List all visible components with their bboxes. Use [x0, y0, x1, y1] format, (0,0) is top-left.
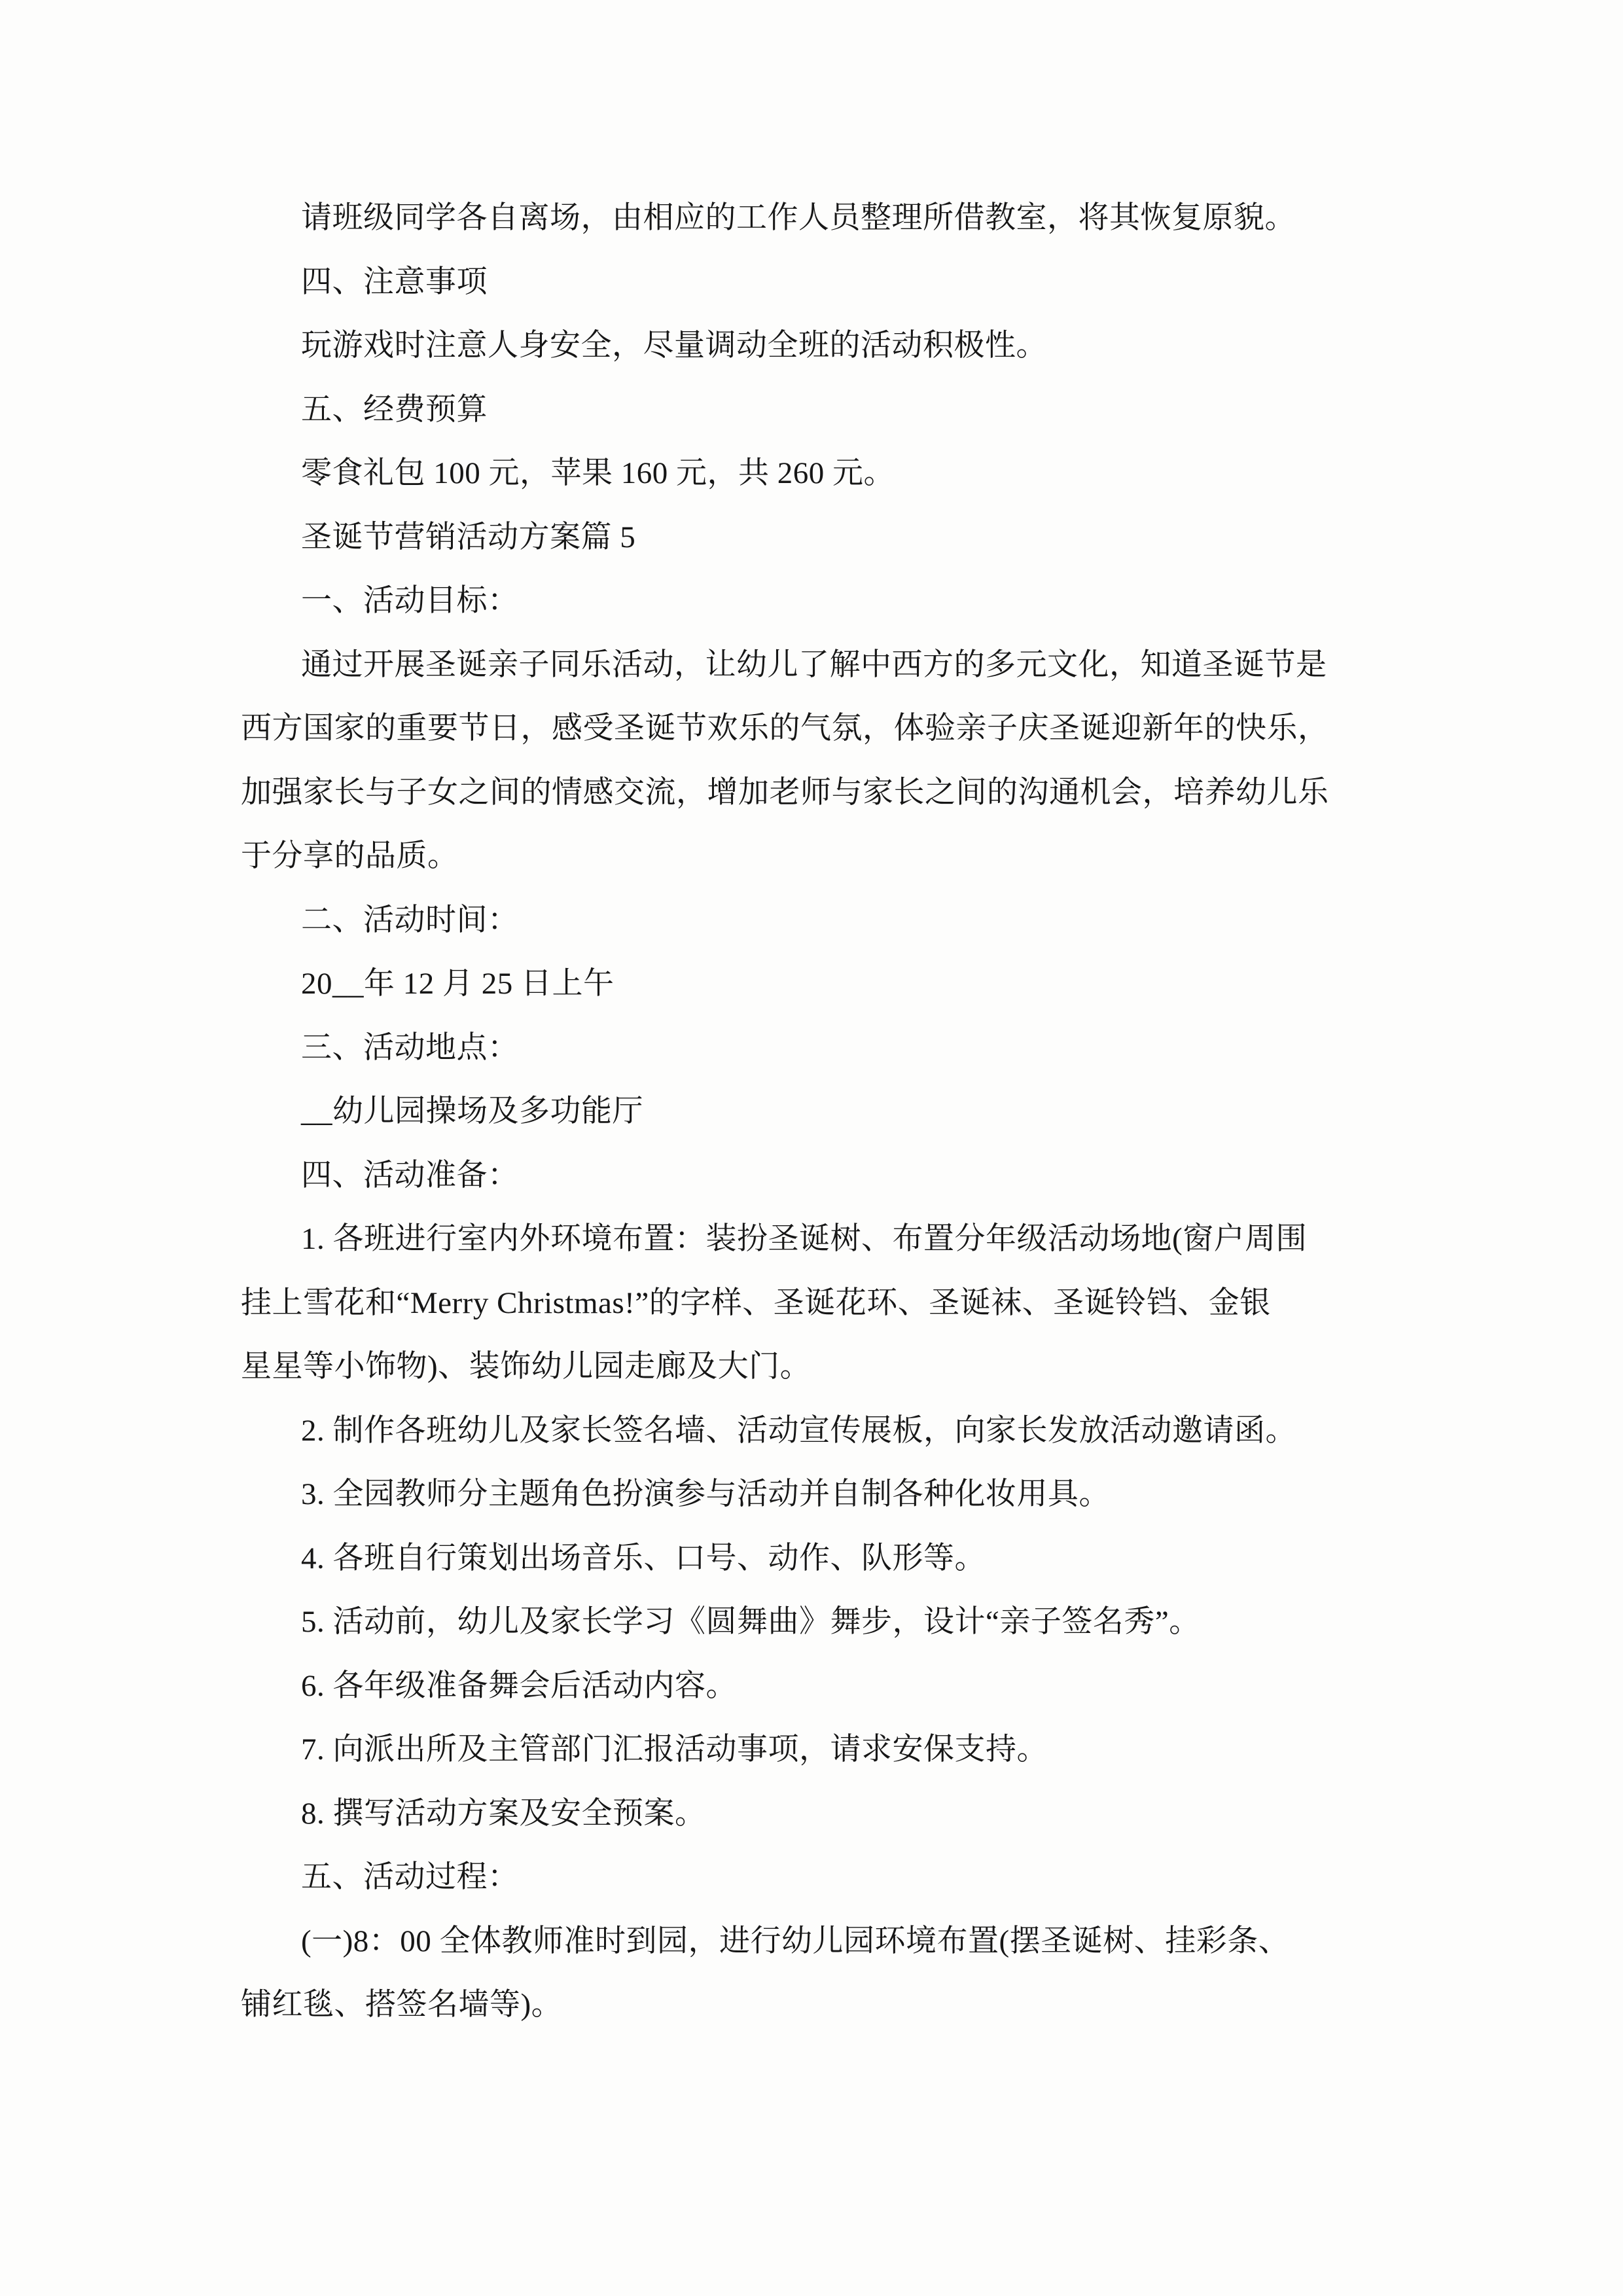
doc-line: 通过开展圣诞亲子同乐活动，让幼儿了解中西方的多元文化，知道圣诞节是	[301, 647, 1327, 682]
doc-line-heading: 二、活动时间：	[301, 903, 519, 937]
doc-line: 零食礼包 100 元，苹果 160 元，共 260 元。	[301, 456, 895, 490]
doc-line: 挂上雪花和“Merry Christmas!”的字样、圣诞花环、圣诞袜、圣诞铃铛、金银	[241, 1285, 1271, 1320]
doc-line-heading: 五、活动过程：	[301, 1860, 519, 1894]
doc-line: 星星等小饰物)、装饰幼儿园走廊及大门。	[241, 1350, 812, 1384]
doc-line-list-item: 2. 制作各班幼儿及家长签名墙、活动宣传展板，向家长发放活动邀请函。	[301, 1413, 1296, 1448]
doc-line-list-item: 3. 全园教师分主题角色扮演参与活动并自制各种化妆用具。	[301, 1477, 1110, 1511]
doc-line-heading: 三、活动地点：	[301, 1030, 519, 1065]
doc-line-section-title: 圣诞节营销活动方案篇 5	[301, 520, 636, 554]
doc-line: 20__年 12 月 25 日上午	[301, 967, 615, 1001]
doc-line: 铺红毯、搭签名墙等)。	[241, 1988, 563, 2022]
doc-line: 请班级同学各自离场，由相应的工作人员整理所借教室，将其恢复原貌。	[301, 201, 1296, 235]
doc-line: 玩游戏时注意人身安全，尽量调动全班的活动积极性。	[301, 329, 1047, 363]
doc-line-heading: 一、活动目标：	[301, 584, 519, 618]
doc-line: (一)8：00 全体教师准时到园，进行幼儿园环境布置(摆圣诞树、挂彩条、	[301, 1924, 1290, 1958]
doc-line-list-item: 1. 各班进行室内外环境布置：装扮圣诞树、布置分年级活动场地(窗户周围	[301, 1222, 1308, 1256]
doc-line: 西方国家的重要节日，感受圣诞节欢乐的气氛，体验亲子庆圣诞迎新年的快乐，	[241, 711, 1329, 745]
doc-line-heading: 五、经费预算	[301, 392, 488, 427]
doc-line-list-item: 8. 撰写活动方案及安全预案。	[301, 1796, 706, 1831]
document-text-block	[241, 194, 1329, 2045]
doc-line: __幼儿园操场及多功能厅	[301, 1094, 643, 1128]
doc-line: 加强家长与子女之间的情感交流，增加老师与家长之间的沟通机会，培养幼儿乐	[241, 775, 1329, 810]
doc-line-heading: 四、活动准备：	[301, 1158, 519, 1193]
doc-line-list-item: 5. 活动前，幼儿及家长学习《圆舞曲》舞步，设计“亲子签名秀”。	[301, 1605, 1200, 1639]
doc-line-list-item: 7. 向派出所及主管部门汇报活动事项，请求安保支持。	[301, 1732, 1048, 1767]
doc-line-list-item: 4. 各班自行策划出场音乐、口号、动作、队形等。	[301, 1541, 986, 1575]
doc-line-list-item: 6. 各年级准备舞会后活动内容。	[301, 1668, 737, 1703]
doc-line: 于分享的品质。	[241, 839, 459, 873]
doc-line-heading: 四、注意事项	[301, 264, 488, 299]
